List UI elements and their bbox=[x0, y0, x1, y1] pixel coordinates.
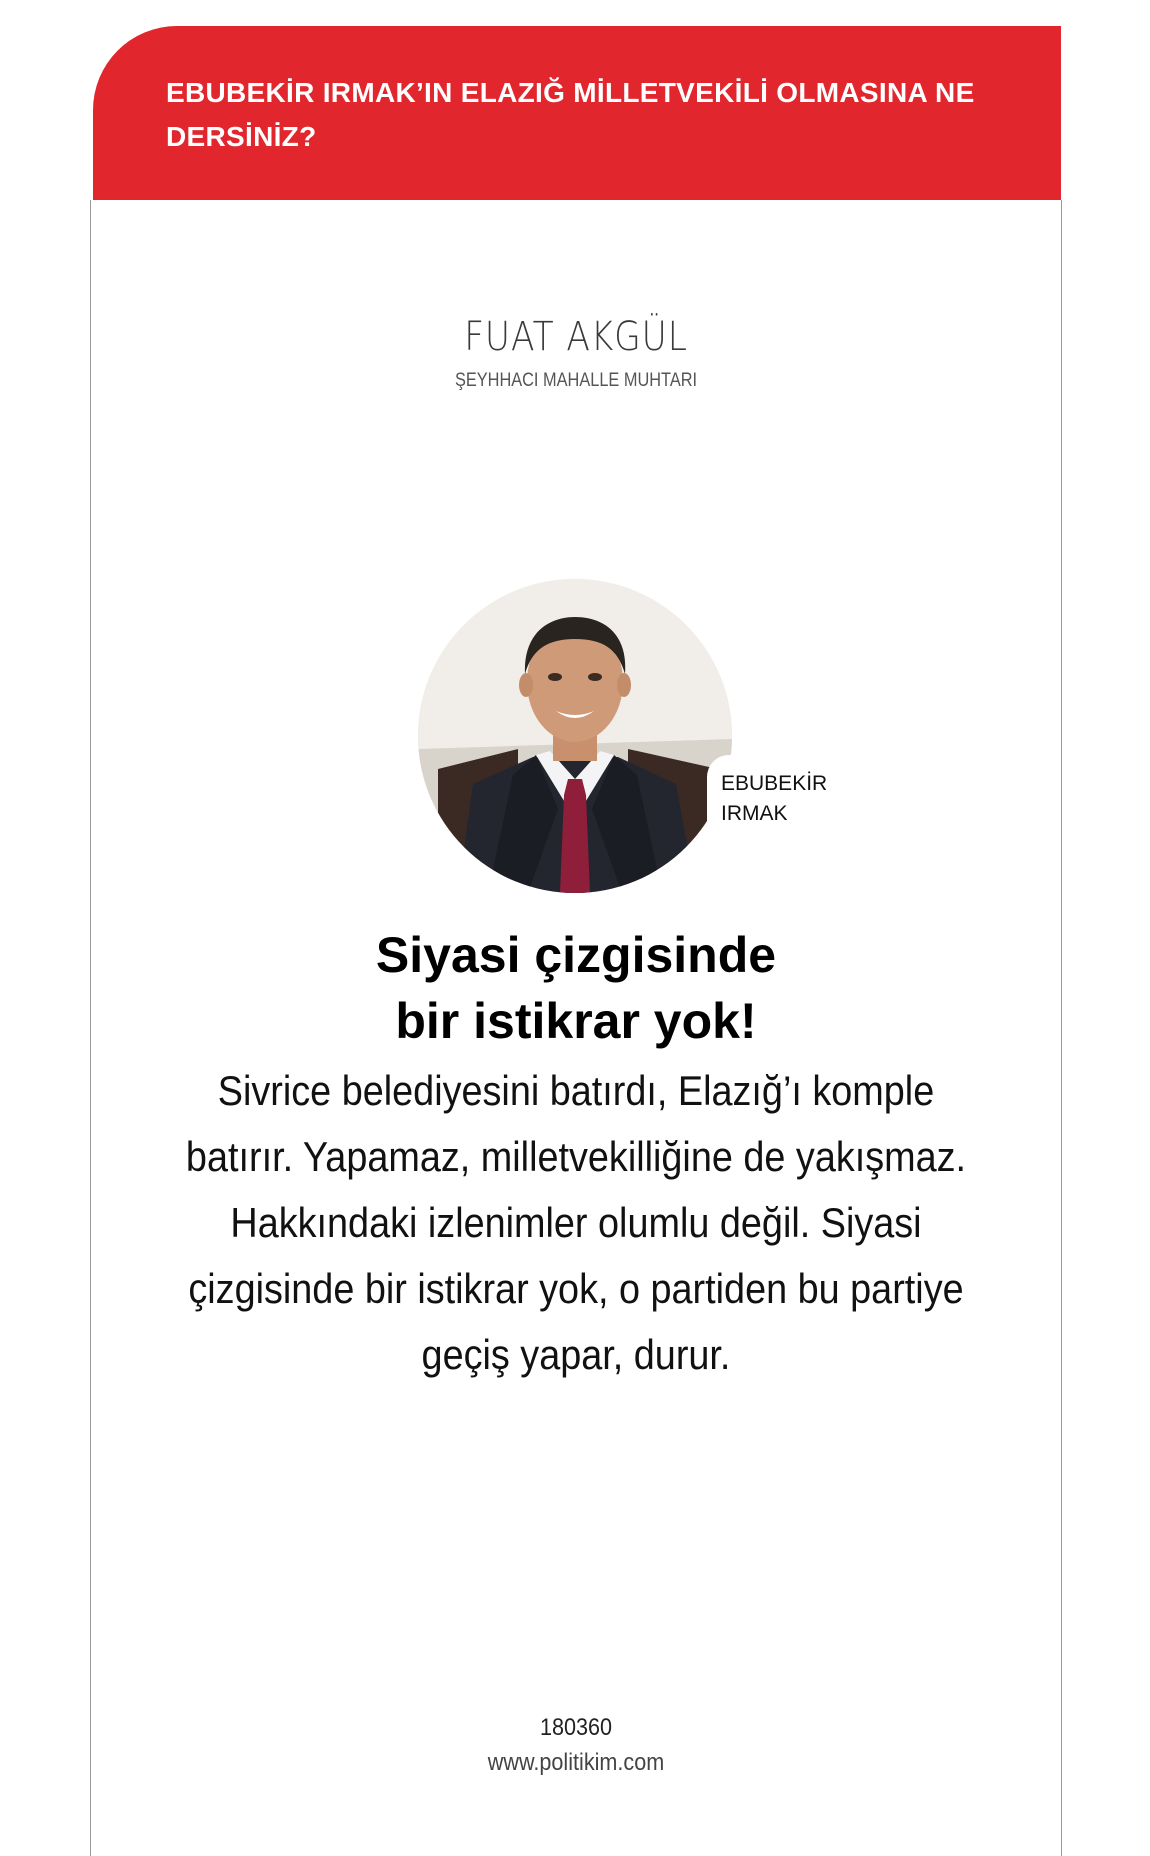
card-border-right bbox=[1061, 200, 1062, 1856]
author-block bbox=[91, 313, 1061, 393]
quote-headline: Siyasi çizgisinde bir istikrar yok! bbox=[375, 927, 777, 1049]
footer-id: 180360 bbox=[539, 1714, 613, 1741]
header-banner bbox=[93, 26, 1061, 200]
header-title: EBUBEKİR IRMAK’IN ELAZIĞ MİLLETVEKİLİ OLMASINA NE DERSİNİZ? bbox=[166, 77, 975, 152]
photo-caption bbox=[707, 755, 837, 851]
author-role: ŞEYHHACI MAHALLE MUHTARI bbox=[454, 370, 698, 391]
author-name: FUAT AKGÜL bbox=[464, 314, 688, 360]
person-portrait-illustration bbox=[418, 579, 732, 893]
photo-caption-text: EBUBEKİR IRMAK bbox=[721, 772, 828, 825]
footer-website: www.politikim.com bbox=[487, 1749, 665, 1776]
quote-body: Sivrice belediyesini batırdı, Elazığ’ı komple batırır. Yapamaz, milletvekilliğine de yakışmaz. Hakkındaki izlenimler olumlu değil. Siyasi çizgisinde bir istikrar yok, o partiden bu partiye geçiş yapar, durur. bbox=[185, 1067, 967, 1378]
person-photo bbox=[418, 579, 732, 893]
